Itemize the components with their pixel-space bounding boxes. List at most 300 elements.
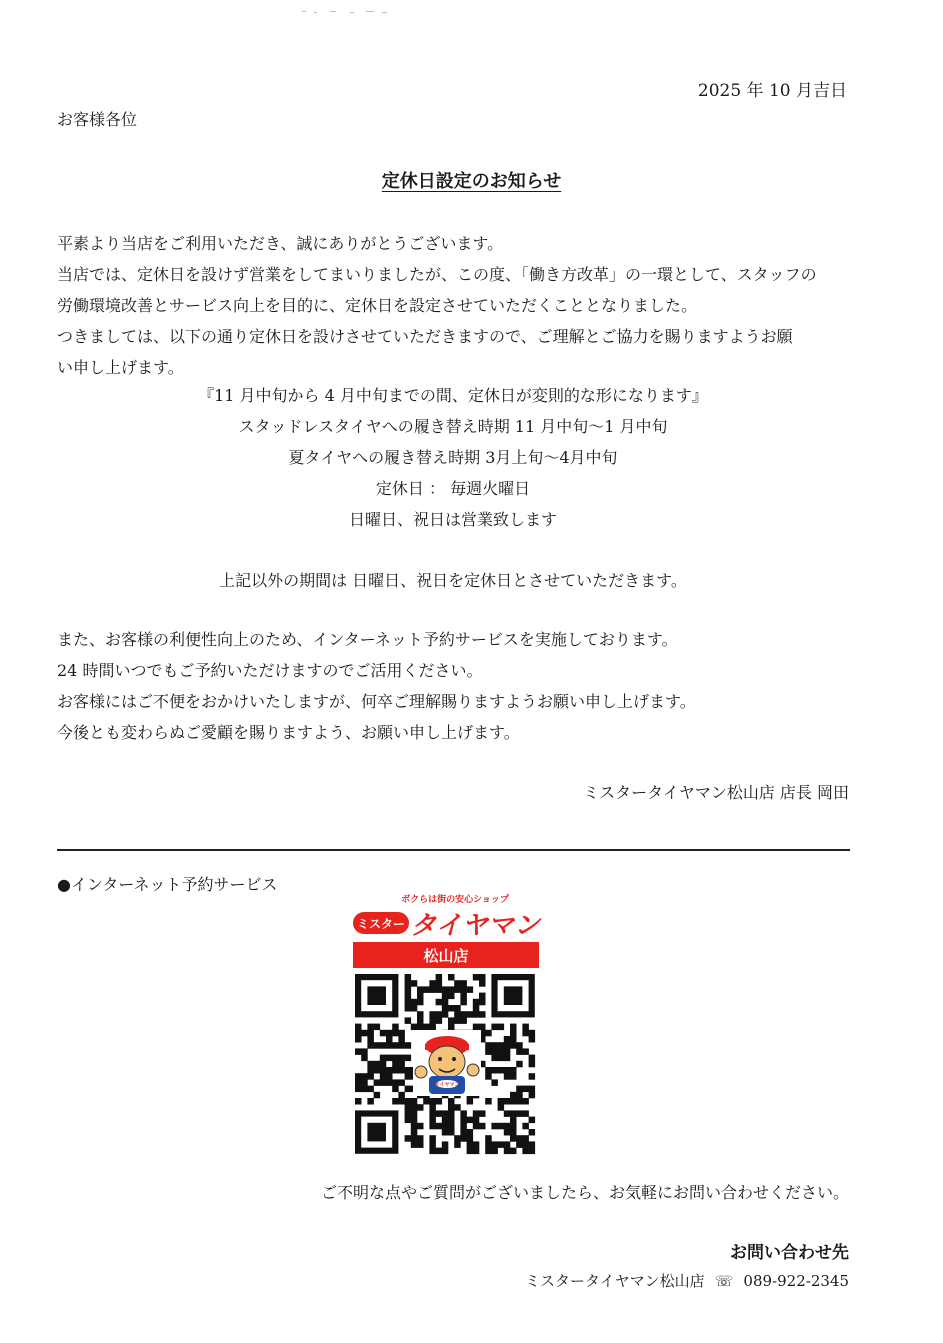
qr-module [417, 1104, 424, 1111]
qr-module [436, 1098, 443, 1105]
inquiry-note: ご不明な点やご質問がございましたら、お気軽にお問い合わせください。 [320, 1183, 849, 1202]
qr-module [491, 1141, 498, 1148]
logo-tagline: ボクらは街の安心ショップ [401, 895, 509, 905]
qr-module [479, 999, 486, 1006]
qr-module [467, 1098, 474, 1105]
qr-module [417, 1017, 424, 1024]
qr-module [405, 999, 412, 1006]
qr-module [429, 1024, 436, 1031]
qr-module [522, 1123, 529, 1130]
qr-module [485, 1135, 492, 1142]
qr-module [398, 1061, 405, 1068]
qr-module [504, 1055, 511, 1062]
open-days: 日曜日、祝日は営業致します [348, 510, 557, 529]
closing-line: お客様にはご不便をおかけいたしますが、何卒ご理解賜りますようお願い申し上げます。 [57, 692, 696, 711]
qr-module [454, 1017, 461, 1024]
qr-module [491, 1042, 498, 1049]
qr-module [498, 1104, 505, 1111]
qr-module [442, 1005, 449, 1012]
qr-module [442, 1110, 449, 1117]
qr-module [380, 1030, 387, 1037]
qr-module [498, 1055, 505, 1062]
qr-module [442, 1148, 449, 1155]
qr-module [491, 1048, 498, 1055]
qr-module [498, 1123, 505, 1130]
qr-module [448, 1129, 455, 1136]
qr-module [405, 1017, 412, 1024]
qr-module [485, 1067, 492, 1074]
qr-module [516, 1098, 523, 1105]
qr-module [454, 986, 461, 993]
qr-module [504, 1141, 511, 1148]
qr-module [417, 1011, 424, 1018]
qr-module [485, 1141, 492, 1148]
mascot-icon [413, 1030, 481, 1096]
qr-module [429, 1104, 436, 1111]
qr-module [367, 1086, 374, 1093]
qr-module [467, 1141, 474, 1148]
qr-module [442, 1117, 449, 1124]
qr-module [491, 1123, 498, 1130]
qr-module [442, 1129, 449, 1136]
qr-module [411, 1098, 418, 1105]
qr-module [467, 1148, 474, 1155]
qr-module [529, 1036, 536, 1043]
qr-module [380, 1055, 387, 1062]
qr-module [448, 1098, 455, 1105]
qr-module [442, 993, 449, 1000]
qr-module [367, 1030, 374, 1037]
qr-module [460, 986, 467, 993]
qr-module [473, 974, 480, 981]
qr-module [460, 1017, 467, 1024]
qr-module [485, 1073, 492, 1080]
qr-module [417, 986, 424, 993]
qr-module [504, 1073, 511, 1080]
qr-module [454, 1135, 461, 1142]
qr-module [398, 1079, 405, 1086]
qr-module [442, 999, 449, 1006]
qr-module [516, 1141, 523, 1148]
qr-finder-pattern [367, 986, 386, 1005]
qr-module [448, 1005, 455, 1012]
qr-module [473, 1011, 480, 1018]
qr-module [355, 1030, 362, 1037]
issue-date: 2025 年 10 月吉日 [697, 81, 847, 101]
qr-module [491, 1148, 498, 1155]
qr-module [485, 1098, 492, 1105]
qr-module [398, 1067, 405, 1074]
qr-module [460, 980, 467, 987]
qr-module [355, 1086, 362, 1093]
qr-module [380, 1079, 387, 1086]
qr-module [429, 1110, 436, 1117]
qr-module [386, 1079, 393, 1086]
qr-module [405, 993, 412, 1000]
qr-module [485, 1148, 492, 1155]
qr-module [398, 1055, 405, 1062]
qr-module [442, 1123, 449, 1130]
qr-module [405, 1067, 412, 1074]
contact-line [525, 1270, 849, 1291]
studless-period: スタッドレスタイヤへの履き替え時期 11 月中旬〜1 月中旬 [238, 417, 668, 436]
qr-module [529, 1030, 536, 1037]
qr-module [367, 1024, 374, 1031]
qr-module [467, 1011, 474, 1018]
qr-module [361, 1073, 368, 1080]
qr-module [355, 1073, 362, 1080]
qr-module [405, 1005, 412, 1012]
qr-module [516, 1092, 523, 1099]
qr-module [380, 1061, 387, 1068]
qr-module [491, 1067, 498, 1074]
qr-module [380, 1042, 387, 1049]
qr-module [374, 1079, 381, 1086]
qr-module [460, 1123, 467, 1130]
qr-module [504, 1110, 511, 1117]
qr-module [467, 1135, 474, 1142]
closing-line: 今後とも変わらぬご愛顧を賜りますよう、お願い申し上げます。 [57, 723, 520, 742]
qr-module [374, 1042, 381, 1049]
qr-module [448, 1017, 455, 1024]
qr-module [529, 1092, 536, 1099]
qr-module [467, 1129, 474, 1136]
qr-module [429, 1017, 436, 1024]
qr-module [448, 974, 455, 981]
qr-module [405, 980, 412, 987]
addressee: お客様各位 [57, 110, 138, 129]
qr-module [460, 1110, 467, 1117]
qr-module [473, 1005, 480, 1012]
qr-module [485, 1042, 492, 1049]
qr-module [522, 1148, 529, 1155]
qr-module [411, 980, 418, 987]
contact-phone[interactable]: 089-922-2345 [743, 1272, 849, 1290]
qr-module [504, 1048, 511, 1055]
qr-module [479, 1123, 486, 1130]
qr-module [417, 1135, 424, 1142]
qr-module [429, 1148, 436, 1155]
qr-code-icon[interactable] [351, 974, 543, 1156]
qr-module [522, 1110, 529, 1117]
qr-module [498, 1141, 505, 1148]
qr-module [473, 1123, 480, 1130]
qr-module [386, 1036, 393, 1043]
paragraph-line: 平素より当店をご利用いただき、誠にありがとうございます。 [57, 234, 504, 253]
qr-module [460, 1011, 467, 1018]
qr-module [510, 1042, 517, 1049]
qr-module [405, 986, 412, 993]
qr-module [367, 1073, 374, 1080]
paragraph-line: つきましては、以下の通り定休日を設けさせていただきますので、ご理解とご協力を賜りますようお願 [57, 327, 793, 346]
qr-module [423, 1098, 430, 1105]
qr-module [529, 1129, 536, 1136]
qr-module [429, 1123, 436, 1130]
qr-module [374, 1024, 381, 1031]
qr-module [529, 1148, 536, 1155]
qr-module [361, 1079, 368, 1086]
qr-module [479, 1024, 486, 1031]
qr-module [460, 999, 467, 1006]
qr-module [436, 974, 443, 981]
booking-qr-card[interactable] [351, 888, 543, 1162]
qr-module [423, 986, 430, 993]
qr-module [367, 1061, 374, 1068]
qr-module [448, 1104, 455, 1111]
qr-module [429, 1135, 436, 1142]
qr-module [448, 1110, 455, 1117]
paragraph-line: 当店では、定休日を設けず営業をしてまいりましたが、この度、「働き方改革」の一環として、スタッフの [57, 265, 817, 284]
qr-module [436, 1110, 443, 1117]
qr-module [361, 1048, 368, 1055]
qr-module [454, 1104, 461, 1111]
qr-module [355, 1079, 362, 1086]
qr-module [504, 1036, 511, 1043]
qr-module [460, 1135, 467, 1142]
qr-module [411, 1129, 418, 1136]
section-label: ●インターネット予約サービス [57, 875, 278, 894]
qr-module [479, 1011, 486, 1018]
qr-module [473, 1141, 480, 1148]
qr-module [429, 1011, 436, 1018]
qr-module [386, 1042, 393, 1049]
qr-module [367, 1036, 374, 1043]
qr-module [504, 1098, 511, 1105]
qr-module [436, 1123, 443, 1130]
qr-module [392, 1030, 399, 1037]
qr-module [454, 1141, 461, 1148]
qr-module [392, 1055, 399, 1062]
qr-module [516, 1048, 523, 1055]
qr-module [417, 1123, 424, 1130]
qr-module [504, 1148, 511, 1155]
qr-module [374, 1092, 381, 1099]
qr-module [529, 1086, 536, 1093]
qr-module [448, 993, 455, 1000]
qr-module [510, 1024, 517, 1031]
qr-module [411, 999, 418, 1006]
qr-finder-pattern [504, 986, 523, 1005]
schedule-headline: 『11 月中旬から 4 月中旬までの間、定休日が変則的な形になります』 [198, 386, 708, 405]
qr-module [516, 1042, 523, 1049]
qr-module [405, 1110, 412, 1117]
paragraph-line: 労働環境改善とサービス向上を目的に、定休日を設定させていただくこととなりました。 [57, 296, 698, 315]
other-period-note: 上記以外の期間は 日曜日、祝日を定休日とさせていただきます。 [219, 571, 687, 590]
qr-module [460, 1117, 467, 1124]
qr-module [405, 1042, 412, 1049]
qr-module [460, 1129, 467, 1136]
scan-speck [300, 0, 400, 6]
qr-module [454, 980, 461, 987]
qr-module [398, 1036, 405, 1043]
qr-module [423, 1024, 430, 1031]
qr-module [491, 1055, 498, 1062]
qr-module [454, 1005, 461, 1012]
qr-module [442, 986, 449, 993]
contact-store-name: ミスタータイヤマン松山店 [524, 1272, 705, 1290]
qr-module [405, 1098, 412, 1105]
qr-module [386, 1067, 393, 1074]
qr-module [361, 1055, 368, 1062]
qr-module [510, 1110, 517, 1117]
qr-module [436, 1011, 443, 1018]
qr-module [398, 1042, 405, 1049]
qr-module [491, 1079, 498, 1086]
qr-module [498, 1024, 505, 1031]
notice-title: 定休日設定のお知らせ [381, 171, 562, 192]
qr-module [522, 1098, 529, 1105]
qr-module [392, 1042, 399, 1049]
qr-module [429, 1117, 436, 1124]
paragraph-line: い申し上げます。 [57, 358, 184, 377]
summer-period: 夏タイヤへの履き替え時期 3月上旬〜4月中旬 [288, 448, 618, 467]
qr-module [473, 999, 480, 1006]
qr-module [405, 1104, 412, 1111]
qr-module [392, 1086, 399, 1093]
qr-module [405, 1135, 412, 1142]
qr-module [411, 1135, 418, 1142]
qr-module [522, 1030, 529, 1037]
qr-module [460, 993, 467, 1000]
qr-module [504, 1042, 511, 1049]
qr-module [398, 1092, 405, 1099]
qr-module [386, 1073, 393, 1080]
qr-module [516, 1086, 523, 1093]
qr-module [448, 1024, 455, 1031]
qr-module [392, 1098, 399, 1105]
qr-module [522, 1024, 529, 1031]
qr-module [417, 1024, 424, 1031]
qr-module [417, 993, 424, 1000]
qr-module [374, 1061, 381, 1068]
qr-module [510, 1098, 517, 1105]
closing-line: また、お客様の利便性向上のため、インターネット予約サービスを実施しております。 [57, 630, 678, 649]
store-name: 松山店 [423, 947, 469, 965]
qr-module [374, 1067, 381, 1074]
qr-module [392, 1024, 399, 1031]
qr-module [491, 1024, 498, 1031]
qr-module [529, 1055, 536, 1062]
qr-module [405, 1055, 412, 1062]
qr-module [510, 1030, 517, 1037]
logo-badge: ミスター [356, 917, 406, 931]
qr-module [436, 986, 443, 993]
qr-module [516, 1061, 523, 1068]
contact-title: お問い合わせ先 [730, 1243, 849, 1263]
qr-module [479, 993, 486, 1000]
qr-module [467, 1117, 474, 1124]
qr-module [355, 1048, 362, 1055]
qr-module [504, 1067, 511, 1074]
qr-module [386, 1030, 393, 1037]
qr-module [417, 999, 424, 1006]
qr-module [510, 1092, 517, 1099]
qr-module [405, 1086, 412, 1093]
qr-module [467, 986, 474, 993]
qr-module [361, 1030, 368, 1037]
qr-module [485, 1048, 492, 1055]
qr-module [405, 1117, 412, 1124]
qr-module [529, 1073, 536, 1080]
qr-module [516, 1110, 523, 1117]
qr-module [522, 1141, 529, 1148]
qr-module [392, 1061, 399, 1068]
qr-module [436, 980, 443, 987]
section-divider [57, 849, 850, 851]
logo-brand: タイヤマン [410, 911, 540, 941]
qr-module [436, 999, 443, 1006]
qr-module [411, 1110, 418, 1117]
qr-module [436, 1017, 443, 1024]
closed-day: 定休日 ： 毎週火曜日 [375, 479, 531, 498]
svg-text:タイヤマン: タイヤマン [434, 1082, 460, 1088]
qr-module [498, 1098, 505, 1105]
qr-module [504, 1129, 511, 1136]
qr-module [448, 986, 455, 993]
qr-module [429, 980, 436, 987]
qr-module [367, 1042, 374, 1049]
qr-module [498, 1048, 505, 1055]
qr-module [473, 1024, 480, 1031]
qr-module [429, 986, 436, 993]
qr-module [473, 1110, 480, 1117]
qr-module [510, 1123, 517, 1130]
qr-module [448, 1123, 455, 1130]
qr-module [355, 1098, 362, 1105]
qr-module [386, 1055, 393, 1062]
qr-module [411, 1123, 418, 1130]
qr-module [392, 1067, 399, 1074]
qr-module [504, 1123, 511, 1130]
qr-module [411, 1141, 418, 1148]
qr-module [473, 1148, 480, 1155]
qr-module [436, 1148, 443, 1155]
qr-module [355, 1036, 362, 1043]
qr-module [498, 1042, 505, 1049]
qr-finder-pattern [367, 1123, 386, 1142]
qr-module [398, 1030, 405, 1037]
qr-module [429, 1098, 436, 1105]
qr-module [473, 1117, 480, 1124]
qr-module [417, 1141, 424, 1148]
qr-module [510, 1073, 517, 1080]
qr-module [405, 974, 412, 981]
qr-module [479, 980, 486, 987]
qr-module [479, 974, 486, 981]
qr-module [522, 1048, 529, 1055]
qr-module [380, 1073, 387, 1080]
qr-module [454, 1011, 461, 1018]
qr-module [510, 1135, 517, 1142]
qr-module [392, 1079, 399, 1086]
qr-module [361, 1086, 368, 1093]
qr-module [510, 1148, 517, 1155]
qr-module [510, 1117, 517, 1124]
qr-module [529, 1061, 536, 1068]
qr-module [510, 1067, 517, 1074]
qr-module [510, 1036, 517, 1043]
qr-module [522, 1135, 529, 1142]
qr-module [529, 1141, 536, 1148]
qr-module [429, 1141, 436, 1148]
qr-module [405, 1073, 412, 1080]
qr-module [398, 1098, 405, 1105]
signature: ミスタータイヤマン松山店 店長 岡田 [583, 783, 849, 802]
qr-module [522, 1086, 529, 1093]
qr-module [442, 1141, 449, 1148]
qr-module [498, 1067, 505, 1074]
qr-module [516, 1135, 523, 1142]
